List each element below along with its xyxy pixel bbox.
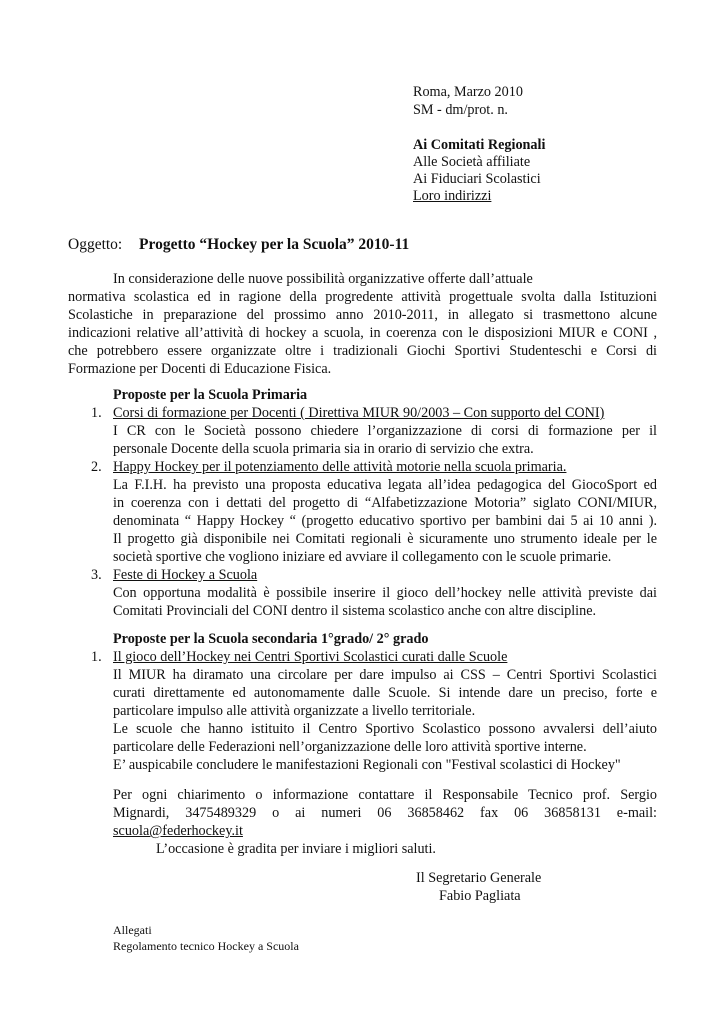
list-number: 3. [91, 567, 102, 583]
item-text-line: La F.I.H. ha previsto una proposta educativa legata all’idea pedagogica del GiocoSport ed [113, 477, 657, 493]
item-text-line: Il MIUR ha diramato una circolare per dare impulso ai CSS – Centri Sportivi Scolastici [113, 667, 657, 683]
recipient-regional-committees: Ai Comitati Regionali [413, 137, 546, 153]
item-text-line: denominata “ Happy Hockey “ (progetto educativo sportivo per bambini dai 5 ai 10 anni ). [113, 513, 657, 529]
recipient-affiliated-societies: Alle Società affiliate [413, 154, 531, 170]
letter-date: Roma, Marzo 2010 [413, 84, 523, 100]
subject-label: Oggetto: [68, 236, 123, 253]
subject-title: Progetto “Hockey per la Scuola” 2010-11 [139, 236, 410, 253]
item-text-line: Il progetto già disponibile nei Comitati regionali è sicuramente uno strumento ideale per le [113, 531, 657, 547]
protocol-number: SM - dm/prot. n. [413, 102, 508, 118]
contact-line: Per ogni chiarimento o informazione contattare il Responsabile Tecnico prof. Sergio [113, 787, 657, 803]
item-text-line: curati direttamente ed autonomamente dalle Scuole. Si intende dare un preciso, forte e [113, 685, 657, 701]
signature-role: Il Segretario Generale [416, 870, 542, 886]
item-text-line: particolare impulso alle attività organizzate a livello territoriale. [113, 703, 476, 719]
item-text-line: in coerenza con i dettati del progetto di “Alfabetizzazione Motoria” siglato CONI/MIUR, [113, 495, 657, 511]
attachments-label: Allegati [113, 923, 152, 937]
list-number: 2. [91, 459, 102, 475]
item-text-line: società sportive che vogliono iniziare ed avviare il collegamento con le scuole primarie. [113, 549, 612, 565]
closing-greeting: L’occasione è gradita per inviare i migliori saluti. [156, 841, 436, 857]
item-text-line: Comitati Provinciali del CONI dentro il sistema scolastico anche con altre discipline. [113, 603, 597, 619]
intro-line: indicazioni relative all’attività di hockey a scuola, in coerenza con le disposizioni MIUR e CONI , [68, 325, 657, 341]
recipient-addresses: Loro indirizzi [413, 188, 492, 204]
intro-line: normativa scolastica ed in ragione della progredente attività progettuale svolta dalla Istituzioni [68, 289, 657, 305]
signature-name: Fabio Pagliata [439, 888, 521, 904]
item-text-line: particolare delle Federazioni nell’organizzazione delle loro attività sportive interne. [113, 739, 587, 755]
intro-line: In considerazione delle nuove possibilità organizzative offerte dall’attuale [113, 271, 533, 287]
intro-line: Scolastiche in preparazione del prossimo anno 2010-2011, in allegato si trasmettono alcune [68, 307, 657, 323]
secondary-school-heading: Proposte per la Scuola secondaria 1°grado/ 2° grado [113, 631, 429, 647]
recipient-school-trustees: Ai Fiduciari Scolastici [413, 171, 541, 187]
item-text-line: personale Docente della scuola primaria sia in orario di servizio che extra. [113, 441, 534, 457]
item-text-line: Le scuole che hanno istituito il Centro Sportivo Scolastico possono avvalersi dell’aiuto [113, 721, 657, 737]
contact-line: Mignardi, 3475489329 o ai numeri 06 36858462 fax 06 36858131 e-mail: [113, 805, 657, 821]
intro-line: che potrebbero essere organizzate oltre i tradizionali Giochi Sportivi Studenteschi e Corsi di [68, 343, 657, 359]
intro-line: Formazione per Docenti di Educazione Fisica. [68, 361, 332, 377]
attachment-item: Regolamento tecnico Hockey a Scuola [113, 939, 299, 953]
list-number: 1. [91, 649, 102, 665]
item-text-line: Con opportuna modalità è possibile inserire il gioco dell’hockey nelle attività previste dai [113, 585, 657, 601]
item-title: Happy Hockey per il potenziamento delle attività motorie nella scuola primaria. [113, 459, 567, 475]
item-title: Feste di Hockey a Scuola [113, 567, 258, 583]
contact-email-link[interactable]: scuola@federhockey.it [113, 823, 243, 839]
item-text-line: E’ auspicabile concludere le manifestazioni Regionali con "Festival scolastici di Hockey" [113, 757, 621, 773]
list-number: 1. [91, 405, 102, 421]
item-title: Corsi di formazione per Docenti ( Direttiva MIUR 90/2003 – Con supporto del CONI) [113, 405, 605, 421]
primary-school-heading: Proposte per la Scuola Primaria [113, 387, 308, 403]
item-title: Il gioco dell’Hockey nei Centri Sportivi Scolastici curati dalle Scuole [113, 649, 508, 665]
item-text-line: I CR con le Società possono chiedere l’organizzazione di corsi di formazione per il [113, 423, 657, 439]
